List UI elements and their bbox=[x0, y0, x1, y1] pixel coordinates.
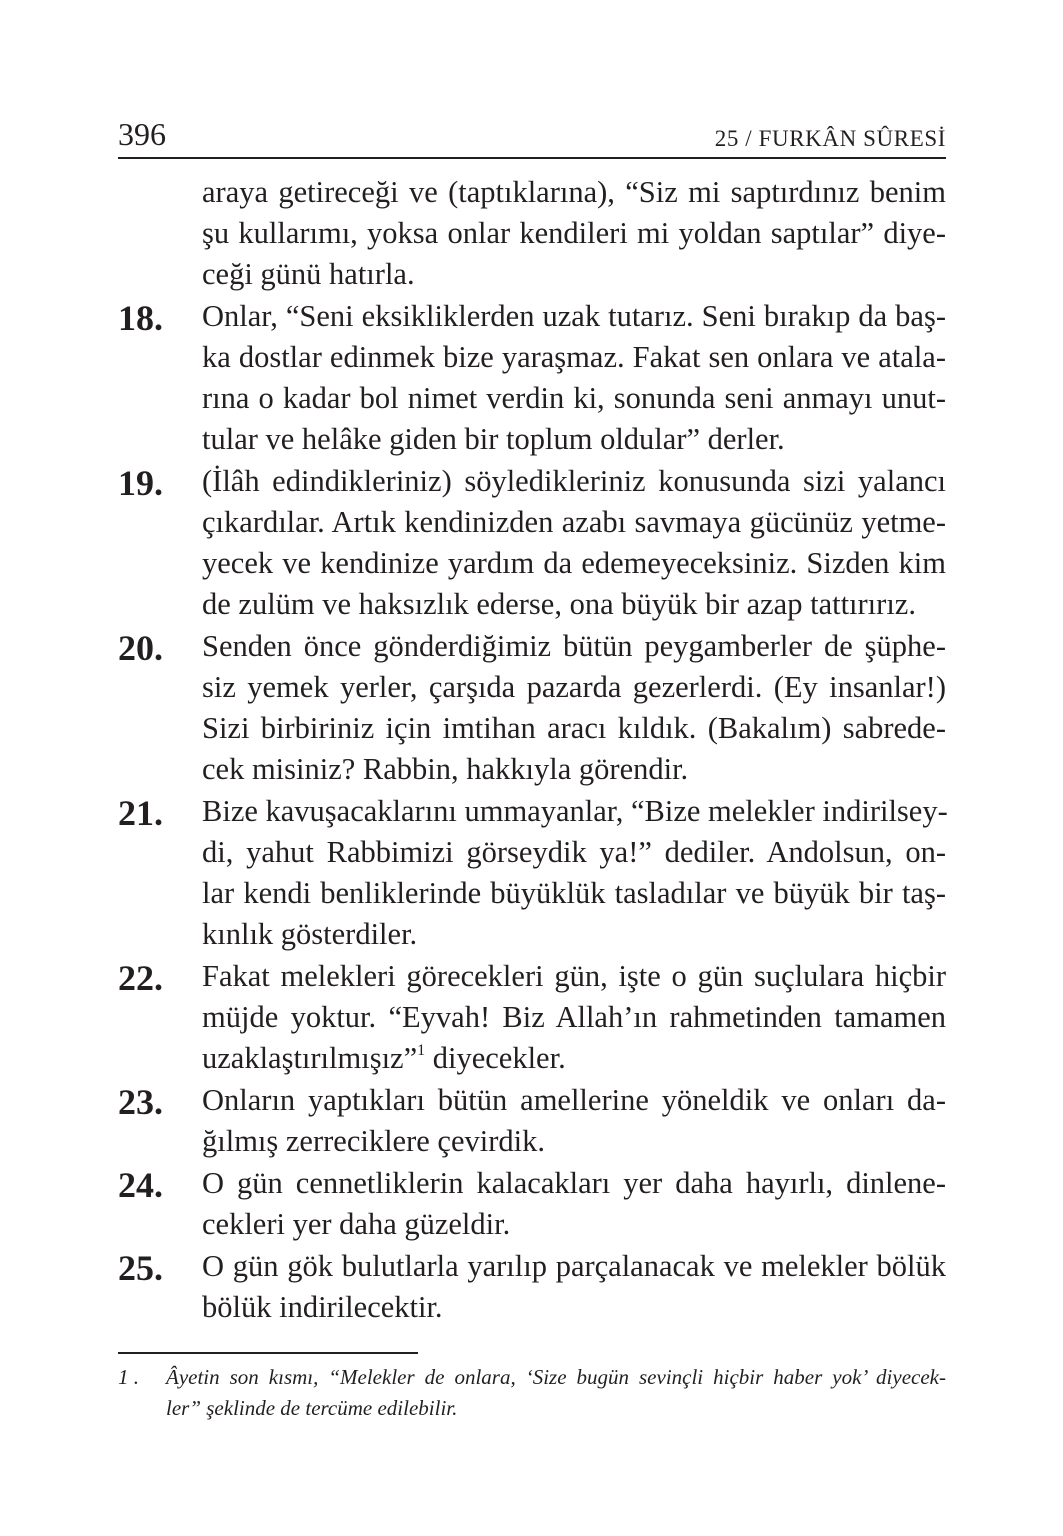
verse-text bbox=[202, 461, 946, 625]
verse-text bbox=[202, 791, 946, 955]
verse-line: siz yemek yerler, çarşıda pazarda gezerlerdi. (Ey insanlar!) bbox=[202, 670, 946, 704]
verse-number: 22. bbox=[118, 958, 163, 998]
verse-line: lar kendi benliklerinde büyüklük tasladılar ve büyük bir taş- bbox=[202, 876, 946, 910]
verse-number: 21. bbox=[118, 793, 163, 833]
verse-line: tular ve helâke giden bir toplum oldular” derler. bbox=[202, 422, 785, 456]
verse-line: bölük indirilecektir. bbox=[202, 1290, 443, 1324]
verse-19 bbox=[118, 461, 946, 625]
verse-number: 23. bbox=[118, 1082, 163, 1122]
verse-line: kınlık gösterdiler. bbox=[202, 917, 418, 951]
verse-number: 18. bbox=[118, 298, 163, 338]
verse-line: çıkardılar. Artık kendinizden azabı savmaya gücünüz yetme- bbox=[202, 505, 946, 539]
verse-line: Fakat melekleri görecekleri gün, işte o gün suçlulara hiçbir bbox=[202, 959, 946, 993]
running-title: 25 / FURKÂN SÛRESİ bbox=[714, 126, 946, 151]
footnote-marker: 1 . bbox=[118, 1365, 139, 1389]
verse-text bbox=[202, 1246, 946, 1328]
verse-text bbox=[202, 1080, 946, 1162]
verse-line: O gün gök bulutlarla yarılıp parçalanacak ve melekler bölük bbox=[202, 1249, 946, 1283]
verse-line: de zulüm ve haksızlık ederse, ona büyük bir azap tattırırız. bbox=[202, 587, 916, 621]
verse-line: O gün cennetliklerin kalacakları yer daha hayırlı, dinlene- bbox=[202, 1166, 946, 1200]
verse-line: rına o kadar bol nimet verdin ki, sonunda seni anmayı unut- bbox=[202, 381, 946, 415]
verse-line-tail: diyecekler. bbox=[425, 1041, 566, 1075]
verse-line: cekleri yer daha güzeldir. bbox=[202, 1207, 511, 1241]
verse-22 bbox=[118, 956, 946, 1079]
verse-line: Bize kavuşacaklarını ummayanlar, “Bize melekler indirilsey- bbox=[202, 794, 948, 828]
verse-line: Sizi birbiriniz için imtihan aracı kıldık. (Bakalım) sabrede- bbox=[202, 711, 946, 745]
verse-text bbox=[202, 956, 946, 1079]
verse-line: yecek ve kendinize yardım da edemeyeceksiniz. Sizden kim bbox=[202, 546, 946, 580]
footnote-line: Âyetin son kısmı, “Melekler de onlara, ‘Size bugün sevinçli hiçbir haber yok’ diyecek- bbox=[166, 1365, 946, 1389]
verse-23 bbox=[118, 1080, 946, 1162]
verse-line: ğılmış zerreciklere çevirdik. bbox=[202, 1124, 545, 1158]
verse-line: araya getireceği ve (taptıklarına), “Siz mi saptırdınız benim bbox=[202, 175, 946, 209]
verse-line-text: uzaklaştırılmışız” bbox=[202, 1041, 418, 1075]
verse-line: di, yahut Rabbimizi görseydik ya!” dediler. Andolsun, on- bbox=[202, 835, 946, 869]
verse-20 bbox=[118, 626, 946, 790]
page-header bbox=[118, 114, 946, 158]
verse-list bbox=[118, 172, 946, 1329]
header-rule bbox=[118, 157, 946, 159]
verse-line: Onların yaptıkları bütün amellerine yöneldik ve onları da- bbox=[202, 1083, 946, 1117]
verse-line: cek misiniz? Rabbin, hakkıyla görendir. bbox=[202, 752, 689, 786]
verse-line bbox=[202, 1038, 946, 1079]
verse-text bbox=[202, 1163, 946, 1245]
verse-line: ceği günü hatırla. bbox=[202, 257, 415, 291]
verse-line: Senden önce gönderdiğimiz bütün peygamberler de şüphe- bbox=[202, 629, 946, 663]
verse-text bbox=[202, 626, 946, 790]
verse-line: ka dostlar edinmek bize yaraşmaz. Fakat sen onlara ve atala- bbox=[202, 340, 946, 374]
verse-21 bbox=[118, 791, 946, 955]
verse-number: 20. bbox=[118, 628, 163, 668]
footnote-rule bbox=[118, 1352, 418, 1354]
verse-number: 24. bbox=[118, 1165, 163, 1205]
footnote bbox=[118, 1362, 946, 1424]
verse-line: şu kullarımı, yoksa onlar kendileri mi yoldan saptılar” diye- bbox=[202, 216, 946, 250]
verse-number: 25. bbox=[118, 1248, 163, 1288]
verse-line: Onlar, “Seni eksikliklerden uzak tutarız. Seni bırakıp da baş- bbox=[202, 299, 946, 333]
verse-number: 19. bbox=[118, 463, 163, 503]
verse-line: müjde yoktur. “Eyvah! Biz Allah’ın rahmetinden tamamen bbox=[202, 1000, 946, 1034]
verse-24 bbox=[118, 1163, 946, 1245]
verse-18 bbox=[118, 296, 946, 460]
footnote-reference: 1 bbox=[417, 1042, 426, 1059]
verse-continuation bbox=[118, 172, 946, 295]
verse-text bbox=[202, 296, 946, 460]
verse-line: (İlâh edindikleriniz) söyledikleriniz konusunda sizi yalancı bbox=[202, 464, 946, 498]
page-number: 396 bbox=[118, 116, 166, 152]
verse-text bbox=[202, 172, 946, 295]
footnote-line: ler” şeklinde de tercüme edilebilir. bbox=[166, 1396, 458, 1420]
footnote-text bbox=[166, 1362, 946, 1424]
verse-25 bbox=[118, 1246, 946, 1328]
